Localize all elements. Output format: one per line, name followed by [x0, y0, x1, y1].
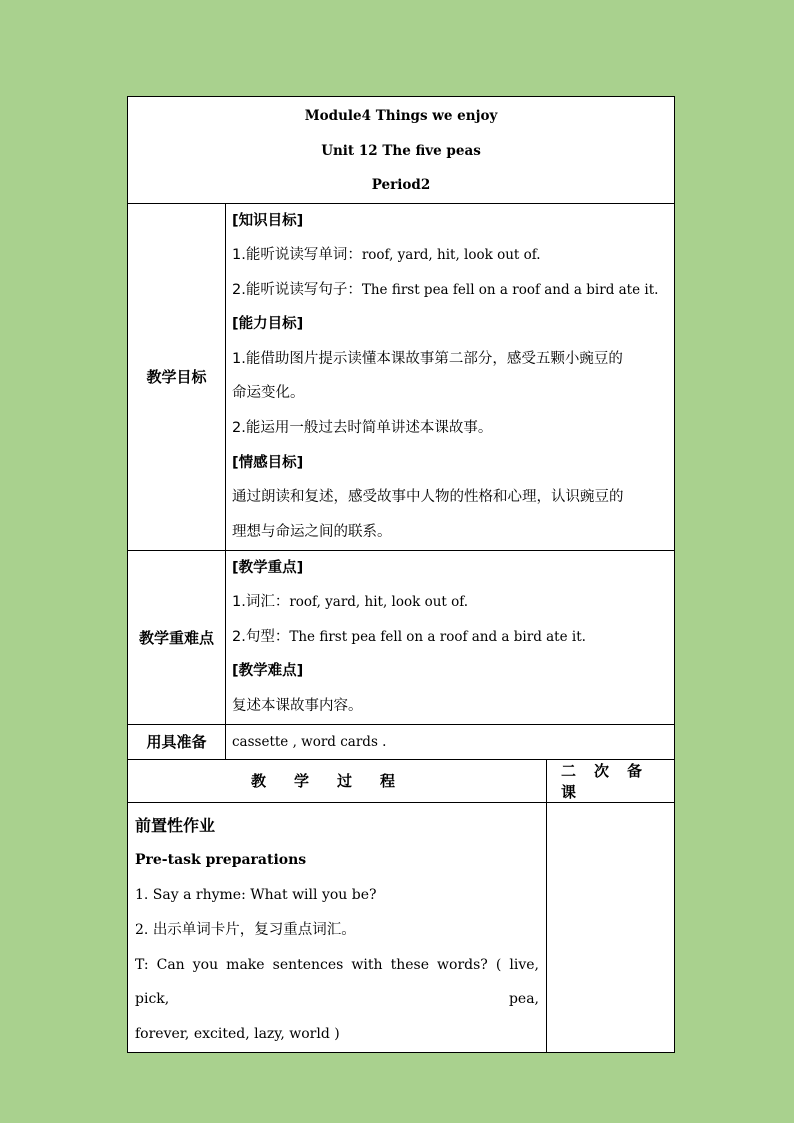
step-2-cn: 出示单词卡片，复习重点词汇。 [152, 921, 356, 938]
keypoints-label: 教学重难点 [128, 550, 226, 724]
period-title: Period2 [371, 177, 431, 193]
process-heading: 教学过程 [128, 759, 547, 802]
process-heading-row [128, 759, 675, 802]
focus-2-cn: 2.句型： [232, 628, 290, 645]
focus-title: [教学重点] [232, 559, 304, 576]
ability-item-1a: 1.能借助图片提示读懂本课故事第二部分，感受五颗小豌豆的 [232, 350, 623, 367]
keypoints-content [226, 550, 675, 724]
side-notes-cell [547, 802, 675, 1053]
module-title: Module4 Things we enjoy [304, 108, 498, 124]
header-row [128, 97, 675, 204]
keypoints-row [128, 550, 675, 724]
materials-label: 用具准备 [128, 724, 226, 759]
emotion-title: [情感目标] [232, 454, 304, 471]
focus-1-cn: 1.词汇： [232, 594, 290, 611]
step-2-num: 2. [135, 921, 153, 938]
materials-text: cassette , word cards . [232, 733, 387, 750]
objectives-row [128, 203, 675, 550]
pre-homework-title: 前置性作业 [135, 815, 216, 835]
pre-task-title: Pre-task preparations [135, 852, 307, 869]
materials-row [128, 724, 675, 759]
focus-item-1 [232, 585, 668, 620]
step-2 [135, 913, 539, 948]
objectives-label: 教学目标 [128, 203, 226, 550]
objectives-content [226, 203, 675, 550]
ability-item-2: 2.能运用一般过去时简单讲述本课故事。 [232, 420, 493, 437]
process-body [128, 802, 547, 1053]
emotion-item-1b: 理想与命运之间的联系。 [232, 523, 392, 540]
ability-title: [能力目标] [232, 316, 304, 333]
focus-1-en: roof, yard, hit, look out of. [289, 594, 469, 611]
difficulty-title: [教学难点] [232, 663, 304, 680]
knowledge-title: [知识目标] [232, 212, 304, 229]
teacher-line-b: forever, excited, lazy, world ) [135, 1026, 340, 1043]
focus-item-2 [232, 620, 668, 655]
side-heading: 二次备课 [547, 759, 675, 802]
knowledge-item-2 [232, 273, 668, 308]
focus-2-en: The first pea fell on a roof and a bird ate it. [289, 628, 586, 645]
materials-value [226, 724, 675, 759]
header-cell [128, 97, 675, 204]
difficulty-item-1: 复述本课故事内容。 [232, 697, 363, 714]
knowledge-2-cn: 2.能听说读写句子： [232, 281, 362, 298]
unit-title: Unit 12 The five peas [321, 142, 481, 159]
lesson-plan-table [127, 96, 675, 1053]
teacher-line-a: T: Can you make sentences with these words? ( live, pick, pea, [135, 956, 539, 1008]
step-1: 1. Say a rhyme: What will you be? [135, 887, 377, 904]
process-body-row [128, 802, 675, 1053]
knowledge-2-en: The first pea fell on a roof and a bird ate it. [361, 281, 659, 298]
knowledge-item-1 [232, 238, 668, 273]
emotion-item-1a: 通过朗读和复述，感受故事中人物的性格和心理，认识豌豆的 [232, 489, 624, 506]
knowledge-1-en: roof, yard, hit, look out of. [361, 247, 541, 264]
knowledge-1-cn: 1.能听说读写单词： [232, 247, 362, 264]
ability-item-1b: 命运变化。 [232, 385, 305, 402]
